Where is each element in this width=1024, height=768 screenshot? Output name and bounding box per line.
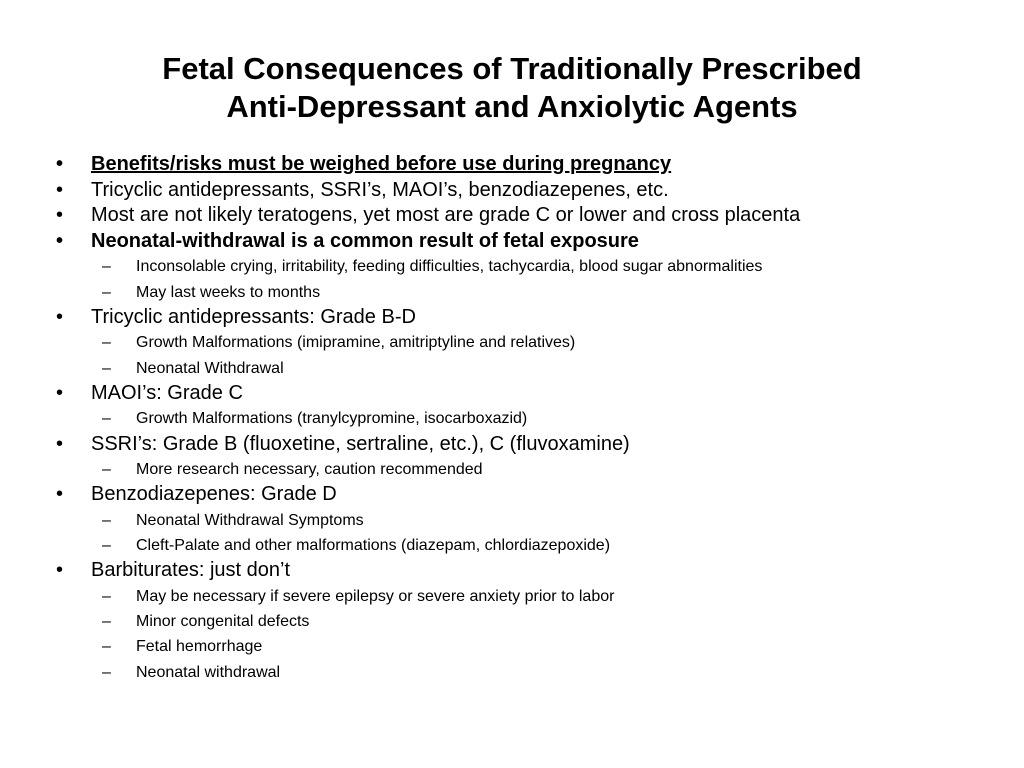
sub-bullet-marker: –	[102, 587, 111, 605]
sub-bullet-marker: –	[102, 283, 111, 301]
sub-bullet-item	[56, 584, 996, 609]
bullet-marker: •	[56, 483, 64, 506]
sub-bullet-text: Inconsolable crying, irritability, feeding difficulties, tachycardia, blood sugar abnormalities	[136, 258, 763, 276]
bullet-marker: •	[56, 153, 64, 175]
sub-bullet-item	[56, 457, 996, 482]
bullet-text: Tricyclic antidepressants: Grade B-D	[91, 305, 416, 328]
slide-title	[0, 50, 1024, 126]
sub-bullet-text: Minor congenital defects	[136, 613, 310, 631]
sub-bullet-marker: –	[102, 537, 111, 555]
sub-bullet-marker: –	[102, 410, 111, 428]
sub-bullet-item	[56, 254, 996, 279]
sub-bullet-marker: –	[102, 334, 111, 352]
bullet-text: Most are not likely teratogens, yet most are grade C or lower and cross placenta	[91, 204, 801, 227]
sub-bullet-marker: –	[102, 258, 111, 276]
bullet-item	[56, 381, 996, 407]
sub-bullet-text: Neonatal Withdrawal Symptoms	[136, 511, 364, 529]
bullet-text: MAOI’s: Grade C	[91, 381, 243, 404]
bullet-item	[56, 178, 996, 204]
sub-bullet-marker: –	[102, 663, 111, 681]
sub-bullet-text: More research necessary, caution recommended	[136, 461, 483, 479]
sub-bullet-item	[56, 356, 996, 381]
sub-bullet-item	[56, 660, 996, 685]
bullet-marker: •	[56, 305, 64, 328]
bullet-marker: •	[56, 559, 64, 582]
sub-bullet-marker: –	[102, 511, 111, 529]
sub-bullet-text: May last weeks to months	[136, 283, 321, 301]
sub-bullet-text: Neonatal Withdrawal	[136, 359, 284, 377]
sub-bullet-text: May be necessary if severe epilepsy or severe anxiety prior to labor	[136, 587, 615, 605]
bullet-marker: •	[56, 432, 64, 455]
sub-bullet-item	[56, 533, 996, 558]
bullet-text: Barbiturates: just don’t	[91, 559, 290, 582]
bullet-item	[56, 482, 996, 508]
sub-bullet-marker: –	[102, 461, 111, 479]
sub-bullet-text: Fetal hemorrhage	[136, 638, 263, 656]
sub-bullet-item	[56, 508, 996, 533]
sub-bullet-item	[56, 280, 996, 305]
sub-bullet-text: Growth Malformations (tranylcypromine, isocarboxazid)	[136, 410, 528, 428]
bullet-item	[56, 432, 996, 458]
sub-bullet-item	[56, 634, 996, 659]
sub-bullet-item	[56, 609, 996, 634]
sub-bullet-text: Neonatal withdrawal	[136, 663, 281, 681]
sub-bullet-item	[56, 406, 996, 431]
bullet-item	[56, 558, 996, 584]
bullet-marker: •	[56, 178, 64, 201]
sub-bullet-marker: –	[102, 638, 111, 656]
bullet-marker: •	[56, 229, 64, 252]
bullet-item	[56, 203, 996, 229]
sub-bullet-text: Cleft-Palate and other malformations (diazepam, chlordiazepoxide)	[136, 537, 611, 555]
bullet-text: Tricyclic antidepressants, SSRI’s, MAOI’s, benzodiazepenes, etc.	[91, 178, 669, 201]
bullet-item	[56, 305, 996, 331]
sub-bullet-marker: –	[102, 613, 111, 631]
bullet-marker: •	[56, 381, 64, 404]
bullet-list	[56, 152, 996, 685]
slide-title-line-1: Fetal Consequences of Traditionally Prescribed	[162, 51, 862, 86]
bullet-text: Neonatal-withdrawal is a common result of fetal exposure	[91, 229, 639, 252]
sub-bullet-marker: –	[102, 359, 111, 377]
bullet-item	[56, 152, 996, 178]
sub-bullet-text: Growth Malformations (imipramine, amitriptyline and relatives)	[136, 334, 576, 352]
bullet-marker: •	[56, 204, 64, 227]
slide-title-line-2: Anti-Depressant and Anxiolytic Agents	[226, 89, 798, 124]
bullet-item	[56, 229, 996, 255]
bullet-text: Benzodiazepenes: Grade D	[91, 483, 337, 506]
sub-bullet-item	[56, 330, 996, 355]
bullet-text: Benefits/risks must be weighed before use during pregnancy	[91, 153, 672, 175]
bullet-text: SSRI’s: Grade B (fluoxetine, sertraline, etc.), C (fluvoxamine)	[91, 432, 630, 455]
